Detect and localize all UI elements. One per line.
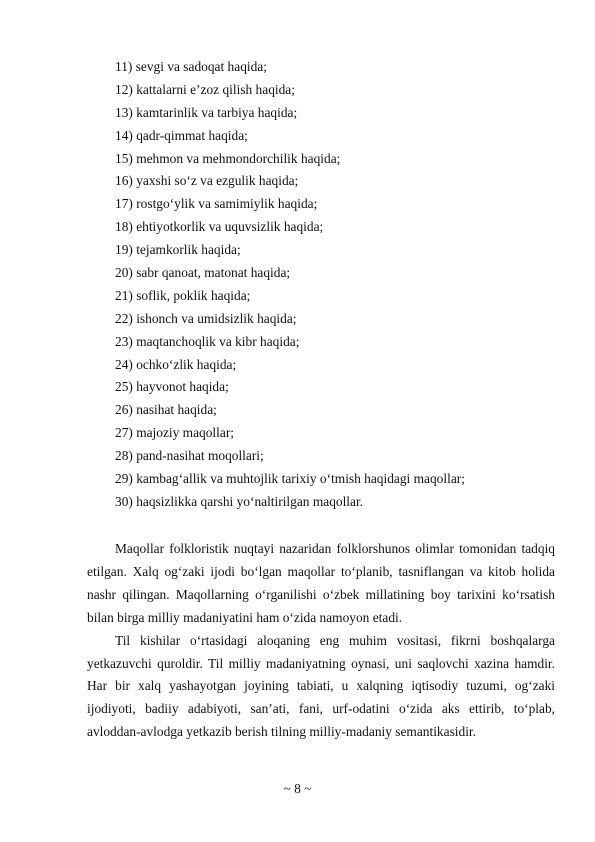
list-item: 12) kattalarni e’zoz qilish haqida; — [115, 81, 295, 97]
list-item: 15) mehmon va mehmondorchilik haqida; — [115, 150, 341, 166]
list-item: 21) soflik, poklik haqida; — [115, 287, 251, 303]
proverb-topic-list — [115, 56, 555, 514]
list-item: 17) rostgo‘ylik va samimiylik haqida; — [115, 196, 318, 212]
paragraph: Til kishilar o‘rtasidagi aloqaning eng muhim vositasi, fikrni boshqalarga yetkazuvchi quroldir. Til milliy madaniyatning oynasi, uni saqlovchi xazina hamdir. Har bir xalq yashayotgan joyining tabiati, u xalqning iqtisodiy tuzumi, og‘zaki ijodiyoti, badiiy adabiyoti, san’ati, fani, urf-odatini o‘zida aks ettirib, to‘plab, avloddan-avlodga yetkazib berish tilning milliy-madaniy semantikasidir. — [87, 632, 555, 740]
list-item: 25) hayvonot haqida; — [115, 379, 229, 395]
list-item: 13) kamtarinlik va tarbiya haqida; — [115, 104, 298, 120]
list-item: 18) ehtiyotkorlik va uquvsizlik haqida; — [115, 219, 324, 235]
list-item: 19) tejamkorlik haqida; — [115, 242, 241, 258]
list-item: 23) maqtanchoqlik va kibr haqida; — [115, 333, 300, 349]
paragraph: Maqollar folkloristik nuqtayi nazaridan folklorshunos olimlar tomonidan tadqiq etilgan. Xalq og‘zaki ijodi bo‘lgan maqollar to‘planib, tasniflangan va kitob holida nashr qilingan. Maqollarning o‘rganilishi o‘zbek millatining boy tarixini ko‘rsatish bilan birga milliy madaniyatini ham o‘zida namoyon etadi. — [87, 541, 555, 625]
list-item: 30) haqsizlikka qarshi yo‘naltirilgan maqollar. — [115, 493, 364, 509]
list-item: 24) ochko‘zlik haqida; — [115, 356, 237, 372]
list-item: 11) sevgi va sadoqat haqida; — [115, 59, 267, 74]
list-item: 14) qadr-qimmat haqida; — [115, 127, 248, 143]
list-item: 29) kambag‘allik va muhtojlik tarixiy o‘tmish haqidagi maqollar; — [115, 471, 465, 487]
body-text — [87, 538, 555, 744]
list-item: 27) majoziy maqollar; — [115, 425, 234, 441]
page-number: ~ 8 ~ — [283, 781, 312, 796]
list-item: 20) sabr qanoat, matonat haqida; — [115, 265, 291, 281]
list-item: 28) pand-nasihat moqollari; — [115, 448, 264, 464]
list-item: 16) yaxshi so‘z va ezgulik haqida; — [115, 173, 299, 189]
list-item: 26) nasihat haqida; — [115, 402, 217, 418]
list-item: 22) ishonch va umidsizlik haqida; — [115, 310, 297, 326]
